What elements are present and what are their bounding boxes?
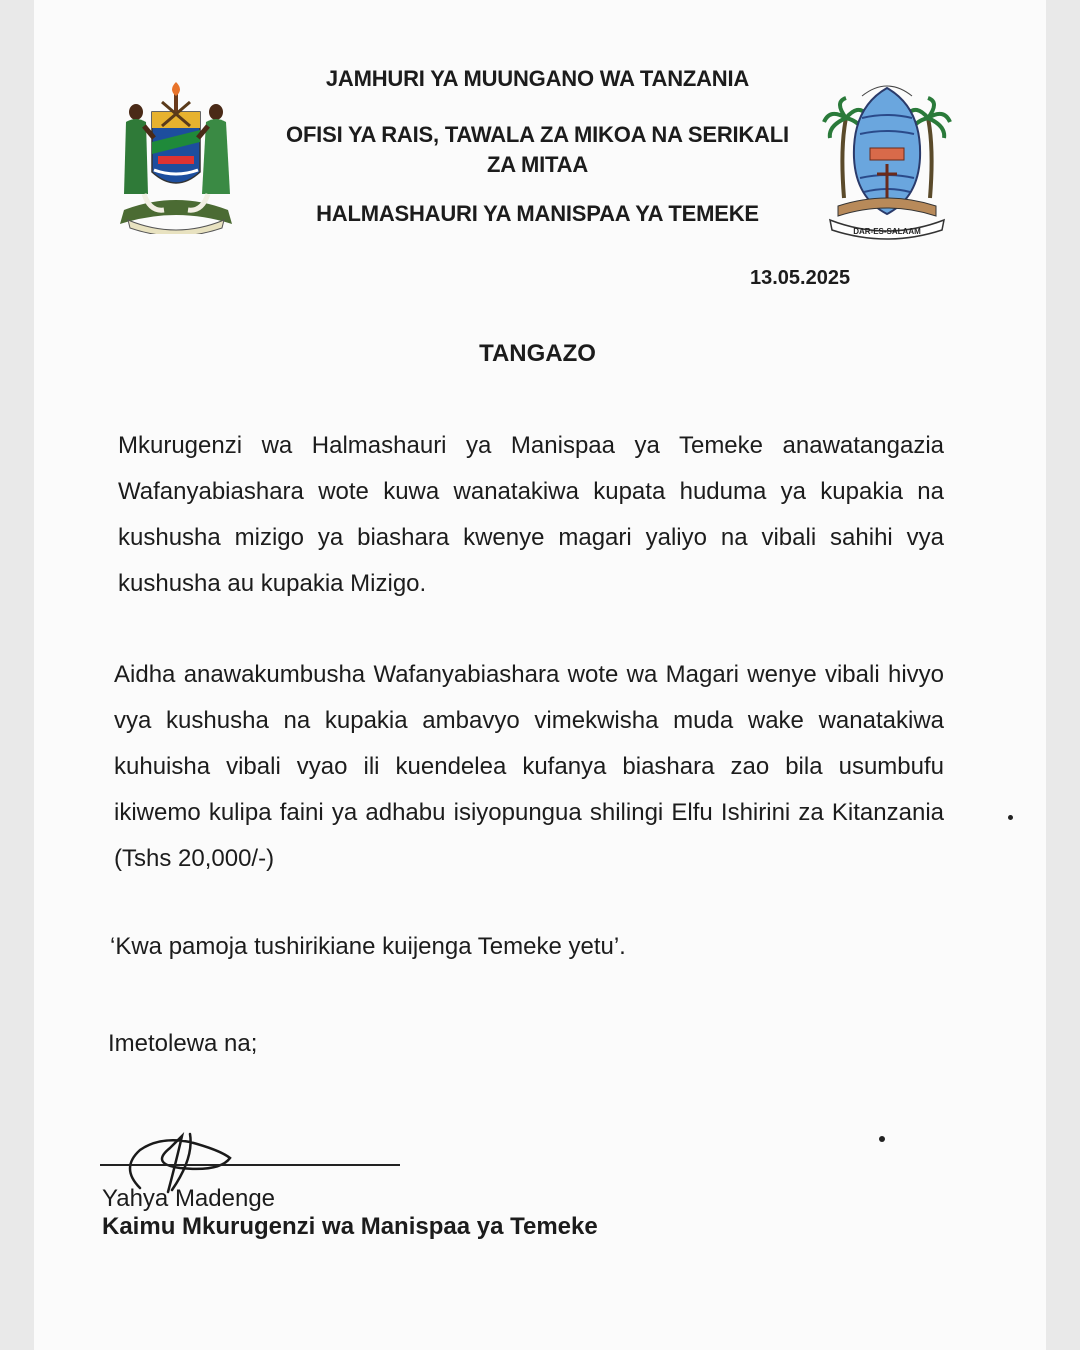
document-title: TANGAZO [479, 340, 596, 367]
issued-by-label: Imetolewa na; [108, 1030, 258, 1057]
document-date: 13.05.2025 [750, 267, 851, 289]
municipal-council-seal-icon [822, 78, 952, 242]
speck-dot [1008, 815, 1013, 820]
header-council: HALMASHAURI YA MANISPAA YA TEMEKE [316, 201, 759, 226]
signature-line [100, 1164, 400, 1166]
signer-title: Kaimu Mkurugenzi wa Manispaa ya Temeke [102, 1213, 598, 1240]
header-republic: JAMHURI YA MUUNGANO WA TANZANIA [325, 66, 750, 91]
seal-motto: DAR-ES-SALAAM [853, 227, 921, 236]
header-office-line2: ZA MITAA [486, 152, 589, 177]
signer-name: Yahya Madenge [102, 1185, 276, 1212]
paragraph-1: Mkurugenzi wa Halmashauri ya Manispaa ya Temeke anawatangazia Wafanyabiashara wote kuwa wanatakiwa kupata huduma ya kupakia na kushusha mizigo ya biashara kwenye magari yaliyo na vibali sahihi vya kushusha au kupakia Mizigo. [118, 432, 944, 597]
speck-dot [879, 1136, 885, 1142]
motto-text: ‘Kwa pamoja tushirikiane kuijenga Temeke yetu’. [110, 933, 626, 960]
header-office-line1: OFISI YA RAIS, TAWALA ZA MIKOA NA SERIKALI [286, 122, 789, 147]
paragraph-2: Aidha anawakumbusha Wafanyabiashara wote wa Magari wenye vibali hivyo vya kushusha na kupakia ambavyo vimekwisha muda wake wanatakiwa kuhuisha vibali vyao ili kuendelea kufanya biashara zao bila usumbufu ikiwemo kulipa faini ya adhabu isiyopungua shilingi Elfu Ishirini za Kitanzania (Tshs 20,000/-) [114, 661, 944, 872]
